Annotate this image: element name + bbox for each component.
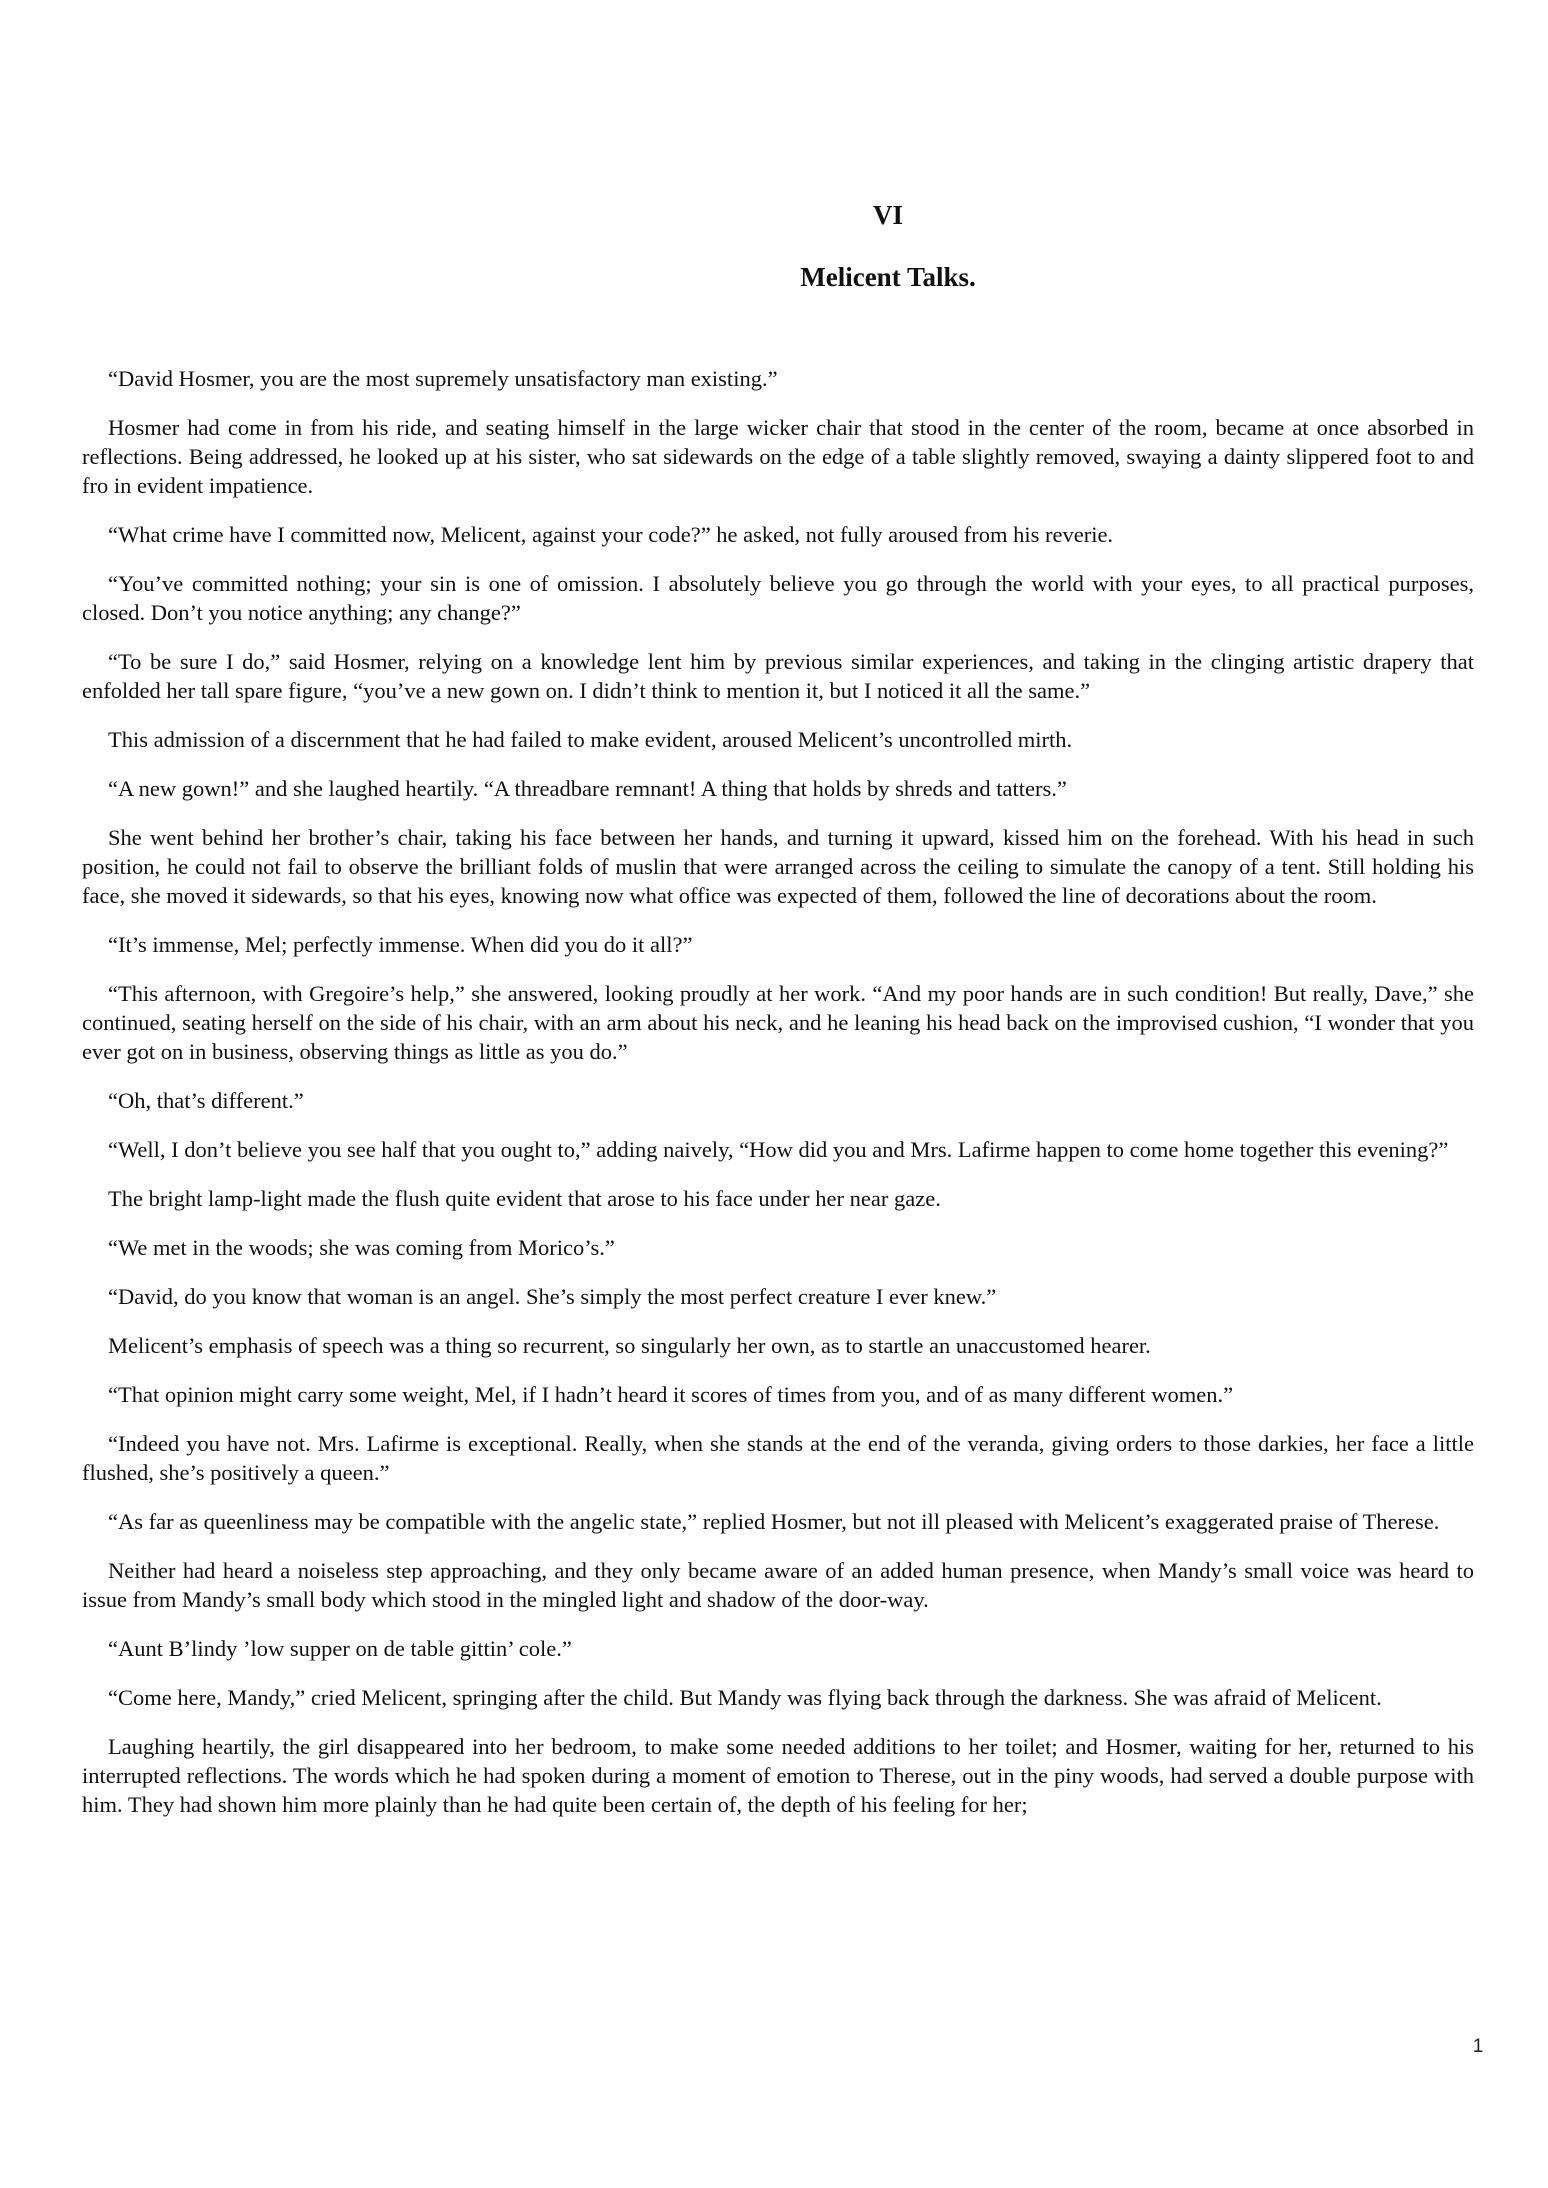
page-number: 1 (1472, 2036, 1484, 2057)
paragraph: The bright lamp-light made the flush quite evident that arose to his face under her near gaze. (108, 1186, 941, 1211)
paragraph: “This afternoon, with Gregoire’s help,” she answered, looking proudly at her work. “And my poor hands are in such condition! But really, Dave,” she continued, seating herself on the side of his chair, with an arm about his neck, and he leaning his head back on the improvised cushion, “I wonder that you ever got on in business, observing things as little as you do.” (82, 981, 1474, 1064)
paragraph: She went behind her brother’s chair, taking his face between her hands, and turning it upward, kissed him on the forehead. With his head in such position, he could not fail to observe the brilliant folds of muslin that were arranged across the ceiling to simulate the canopy of a tent. Still holding his face, she moved it sidewards, so that his eyes, knowing now what office was expected of them, followed the line of decorations about the room. (82, 825, 1474, 908)
paragraph: “David Hosmer, you are the most supremely unsatisfactory man existing.” (108, 366, 778, 391)
paragraph: “As far as queenliness may be compatible with the angelic state,” replied Hosmer, but not ill pleased with Melicent’s exaggerated praise of Therese. (108, 1509, 1440, 1534)
paragraph: Neither had heard a noiseless step approaching, and they only became aware of an added human presence, when Mandy’s small voice was heard to issue from Mandy’s small body which stood in the mingled light and shadow of the door-way. (82, 1558, 1474, 1612)
paragraph: “Indeed you have not. Mrs. Lafirme is exceptional. Really, when she stands at the end of the veranda, giving orders to those darkies, her face a little flushed, she’s positively a queen.” (82, 1431, 1474, 1485)
paragraph: “Aunt B’lindy ’low supper on de table gittin’ cole.” (108, 1636, 572, 1661)
paragraph: “We met in the woods; she was coming from Morico’s.” (108, 1235, 615, 1260)
chapter-number: VI (872, 200, 903, 230)
paragraph: “It’s immense, Mel; perfectly immense. When did you do it all?” (108, 932, 693, 957)
paragraph: “Come here, Mandy,” cried Melicent, springing after the child. But Mandy was flying back through the darkness. She was afraid of Melicent. (108, 1685, 1382, 1710)
paragraph: Melicent’s emphasis of speech was a thing so recurrent, so singularly her own, as to startle an unaccustomed hearer. (108, 1333, 1151, 1358)
paragraph: “A new gown!” and she laughed heartily. “A threadbare remnant! A thing that holds by shreds and tatters.” (108, 776, 1067, 801)
paragraph: This admission of a discernment that he had failed to make evident, aroused Melicent’s uncontrolled mirth. (108, 727, 1073, 752)
paragraph: “Well, I don’t believe you see half that you ought to,” adding naively, “How did you and Mrs. Lafirme happen to come home together this evening?” (108, 1137, 1449, 1162)
paragraph: “David, do you know that woman is an angel. She’s simply the most perfect creature I ever knew.” (108, 1284, 997, 1309)
paragraph: Laughing heartily, the girl disappeared into her bedroom, to make some needed additions to her toilet; and Hosmer, waiting for her, returned to his interrupted reflections. The words which he had spoken during a moment of emotion to Therese, out in the piny woods, had served a double purpose with him. They had shown him more plainly than he had quite been certain of, the depth of his feeling for her; (82, 1734, 1474, 1817)
paragraph: Hosmer had come in from his ride, and seating himself in the large wicker chair that stood in the center of the room, became at once absorbed in reflections. Being addressed, he looked up at his sister, who sat sidewards on the edge of a table slightly removed, swaying a dainty slippered foot to and fro in evident impatience. (82, 415, 1474, 498)
chapter-title: Melicent Talks. (800, 262, 976, 292)
paragraph: “What crime have I committed now, Melicent, against your code?” he asked, not fully aroused from his reverie. (108, 522, 1114, 547)
paragraph: “Oh, that’s different.” (108, 1088, 304, 1113)
chapter-body (82, 364, 1474, 1839)
paragraph: “That opinion might carry some weight, Mel, if I hadn’t heard it scores of times from you, and of as many different women.” (108, 1382, 1234, 1407)
paragraph: “To be sure I do,” said Hosmer, relying on a knowledge lent him by previous similar experiences, and taking in the clinging artistic drapery that enfolded her tall spare figure, “you’ve a new gown on. I didn’t think to mention it, but I noticed it all the same.” (82, 649, 1474, 703)
paragraph: “You’ve committed nothing; your sin is one of omission. I absolutely believe you go through the world with your eyes, to all practical purposes, closed. Don’t you notice anything; any change?” (82, 571, 1474, 625)
